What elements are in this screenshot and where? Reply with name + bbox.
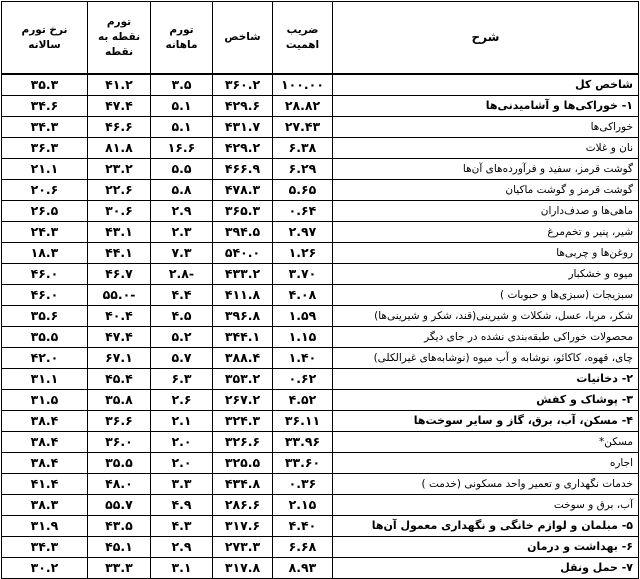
index-cell: ۳۴۴.۱ <box>213 327 273 348</box>
point-inflation-cell: ۲۳.۲ <box>88 159 151 180</box>
monthly-inflation-cell: ۵.۱ <box>151 96 213 117</box>
description-cell: سبزیجات (سبزی‌ها و حبوبات ) <box>333 285 639 306</box>
monthly-inflation-cell: ۴.۹ <box>151 495 213 516</box>
description-cell: میوه و خشکبار <box>333 264 639 285</box>
table-row <box>2 348 639 369</box>
weight-cell: ۵.۶۵ <box>273 180 333 201</box>
weight-cell: ۲۸.۸۲ <box>273 96 333 117</box>
point-inflation-cell: ۲۲.۶ <box>88 180 151 201</box>
description-cell: ۷- حمل ونقل <box>333 558 639 579</box>
index-cell: ۳۵۳.۲ <box>213 369 273 390</box>
table-row <box>2 390 639 411</box>
table-row <box>2 243 639 264</box>
weight-cell: ۲.۹۷ <box>273 222 333 243</box>
annual-rate-cell: ۴۱.۴ <box>2 474 88 495</box>
header-annual-rate: نرخ تورم سالانه <box>2 2 88 75</box>
weight-cell: ۴.۴۰ <box>273 516 333 537</box>
index-cell: ۳۲۴.۳ <box>213 411 273 432</box>
point-inflation-cell: ۸۱.۸ <box>88 138 151 159</box>
weight-cell: ۶.۶۸ <box>273 537 333 558</box>
monthly-inflation-cell: ۳.۱ <box>151 558 213 579</box>
annual-rate-cell: ۴۶.۰ <box>2 285 88 306</box>
point-inflation-cell: ۴۶.۷ <box>88 264 151 285</box>
weight-cell: ۴.۰۸ <box>273 285 333 306</box>
description-cell: شیر، پنیر و تخم‌مرغ <box>333 222 639 243</box>
weight-cell: ۱.۴۰ <box>273 348 333 369</box>
annual-rate-cell: ۳۸.۴ <box>2 411 88 432</box>
index-cell: ۳۲۶.۶ <box>213 432 273 453</box>
monthly-inflation-cell: ۵.۵ <box>151 159 213 180</box>
weight-cell: ۳۳.۶۰ <box>273 453 333 474</box>
description-cell: آب، برق و سوخت <box>333 495 639 516</box>
table-row <box>2 537 639 558</box>
header-point-inflation: تورم نقطه به نقطه <box>88 2 151 75</box>
table-row <box>2 285 639 306</box>
table-row <box>2 222 639 243</box>
monthly-inflation-cell: ۵.۲ <box>151 327 213 348</box>
description-cell: ۶- بهداشت و درمان <box>333 537 639 558</box>
table-row <box>2 180 639 201</box>
weight-cell: ۸.۹۳ <box>273 558 333 579</box>
point-inflation-cell: ۴۵.۴ <box>88 369 151 390</box>
point-inflation-cell: ۳۰.۶ <box>88 201 151 222</box>
table-row <box>2 117 639 138</box>
table-row <box>2 96 639 117</box>
table-row <box>2 474 639 495</box>
annual-rate-cell: ۲۶.۵ <box>2 201 88 222</box>
weight-cell: ۱۰۰.۰۰ <box>273 74 333 96</box>
table-header-row <box>2 2 639 75</box>
index-cell: ۴۷۸.۳ <box>213 180 273 201</box>
description-cell: اجاره <box>333 453 639 474</box>
description-cell: گوشت قرمز، سفید و فرآورده‌های آن‌ها <box>333 159 639 180</box>
annual-rate-cell: ۴۲.۰ <box>2 348 88 369</box>
table-row <box>2 264 639 285</box>
description-cell: ۱- خوراکی‌ها و آشامیدنی‌ها <box>333 96 639 117</box>
monthly-inflation-cell: ۲.۹ <box>151 537 213 558</box>
point-inflation-cell: ۴۶.۶ <box>88 117 151 138</box>
weight-cell: ۰.۶۴ <box>273 201 333 222</box>
description-cell: ۲- دخانیات <box>333 369 639 390</box>
point-inflation-cell: ۳۳.۳ <box>88 558 151 579</box>
description-cell: ۵- مبلمان و لوازم خانگی و نگهداری معمول آن‌ها <box>333 516 639 537</box>
index-cell: ۳۶۰.۲ <box>213 74 273 96</box>
monthly-inflation-cell: ۵.۱ <box>151 117 213 138</box>
annual-rate-cell: ۳۰.۲ <box>2 558 88 579</box>
monthly-inflation-cell: ۱۶.۶ <box>151 138 213 159</box>
index-cell: ۴۲۹.۲ <box>213 138 273 159</box>
index-cell: ۲۷۳.۳ <box>213 537 273 558</box>
header-index: شاخص <box>213 2 273 75</box>
table-row <box>2 516 639 537</box>
index-cell: ۳۱۷.۸ <box>213 558 273 579</box>
weight-cell: ۶.۳۸ <box>273 138 333 159</box>
annual-rate-cell: ۲۴.۳ <box>2 222 88 243</box>
index-cell: ۵۴۰.۰ <box>213 243 273 264</box>
monthly-inflation-cell: ۲.۰ <box>151 453 213 474</box>
index-cell: ۲۸۶.۶ <box>213 495 273 516</box>
description-cell: نان و غلات <box>333 138 639 159</box>
annual-rate-cell: ۳۱.۵ <box>2 390 88 411</box>
point-inflation-cell: ۶۷.۱ <box>88 348 151 369</box>
weight-cell: ۱.۵۹ <box>273 306 333 327</box>
table-row <box>2 159 639 180</box>
monthly-inflation-cell: ۲.۳ <box>151 222 213 243</box>
description-cell: ماهی‌ها و صدف‌داران <box>333 201 639 222</box>
index-cell: ۲۶۷.۲ <box>213 390 273 411</box>
weight-cell: ۳.۷۰ <box>273 264 333 285</box>
annual-rate-cell: ۴۶.۰ <box>2 264 88 285</box>
weight-cell: ۳۳.۹۶ <box>273 432 333 453</box>
monthly-inflation-cell: ۳.۳ <box>151 474 213 495</box>
annual-rate-cell: ۲۰.۶ <box>2 180 88 201</box>
index-cell: ۳۱۷.۶ <box>213 516 273 537</box>
index-cell: ۳۹۶.۸ <box>213 306 273 327</box>
annual-rate-cell: ۳۵.۵ <box>2 327 88 348</box>
description-cell: شاخص کل <box>333 74 639 96</box>
point-inflation-cell: ۳۵.۸ <box>88 390 151 411</box>
annual-rate-cell: ۳۸.۴ <box>2 432 88 453</box>
description-cell: گوشت قرمز و گوشت ماکیان <box>333 180 639 201</box>
header-weight: ضریب اهمیت <box>273 2 333 75</box>
point-inflation-cell: ۳۶.۰ <box>88 432 151 453</box>
description-cell: خوراکی‌ها <box>333 117 639 138</box>
monthly-inflation-cell: ۲.۹ <box>151 201 213 222</box>
point-inflation-cell: ۴۰.۴ <box>88 306 151 327</box>
table-row <box>2 495 639 516</box>
index-cell: ۴۱۱.۸ <box>213 285 273 306</box>
index-cell: ۳۹۴.۵ <box>213 222 273 243</box>
monthly-inflation-cell: ۴.۳ <box>151 516 213 537</box>
weight-cell: ۰.۶۲ <box>273 369 333 390</box>
table-body <box>2 74 639 579</box>
index-cell: ۳۲۵.۵ <box>213 453 273 474</box>
annual-rate-cell: ۳۴.۳ <box>2 117 88 138</box>
annual-rate-cell: ۳۵.۳ <box>2 74 88 96</box>
inflation-table <box>1 1 639 579</box>
table-row <box>2 558 639 579</box>
weight-cell: ۴.۵۲ <box>273 390 333 411</box>
point-inflation-cell: ۳۶.۶ <box>88 411 151 432</box>
weight-cell: ۳۶.۱۱ <box>273 411 333 432</box>
annual-rate-cell: ۳۶.۳ <box>2 138 88 159</box>
index-cell: ۴۳۱.۷ <box>213 117 273 138</box>
point-inflation-cell: ۴۷.۴ <box>88 327 151 348</box>
header-monthly-inflation: تورم ماهانه <box>151 2 213 75</box>
annual-rate-cell: ۱۸.۳ <box>2 243 88 264</box>
point-inflation-cell: ۳۵.۵ <box>88 453 151 474</box>
index-cell: ۴۲۹.۶ <box>213 96 273 117</box>
table-row <box>2 327 639 348</box>
table-row <box>2 74 639 96</box>
monthly-inflation-cell: ۳.۵ <box>151 74 213 96</box>
index-cell: ۴۳۳.۲ <box>213 264 273 285</box>
weight-cell: ۶.۲۹ <box>273 159 333 180</box>
point-inflation-cell: ۴۵.۱ <box>88 537 151 558</box>
annual-rate-cell: ۲۱.۱ <box>2 159 88 180</box>
monthly-inflation-cell: ۲.۸- <box>151 264 213 285</box>
index-cell: ۴۳۴.۸ <box>213 474 273 495</box>
index-cell: ۳۸۸.۴ <box>213 348 273 369</box>
annual-rate-cell: ۳۴.۶ <box>2 96 88 117</box>
annual-rate-cell: ۳۴.۳ <box>2 537 88 558</box>
monthly-inflation-cell: ۶.۳ <box>151 369 213 390</box>
weight-cell: ۲۷.۴۳ <box>273 117 333 138</box>
monthly-inflation-cell: ۴.۵ <box>151 306 213 327</box>
index-cell: ۴۶۶.۹ <box>213 159 273 180</box>
table-row <box>2 369 639 390</box>
description-cell: چای، قهوه، کاکائو، نوشابه و آب میوه (نوشابه‌های غیرالکلی) <box>333 348 639 369</box>
description-cell: خدمات نگهداری و تعمیر واحد مسکونی (خدمت ) <box>333 474 639 495</box>
table-row <box>2 453 639 474</box>
description-cell: روغن‌ها و چربی‌ها <box>333 243 639 264</box>
annual-rate-cell: ۳۸.۴ <box>2 453 88 474</box>
annual-rate-cell: ۳۵.۶ <box>2 306 88 327</box>
index-cell: ۳۶۵.۳ <box>213 201 273 222</box>
monthly-inflation-cell: ۲.۰ <box>151 432 213 453</box>
description-cell: ۳- پوشاک و کفش <box>333 390 639 411</box>
table-row <box>2 306 639 327</box>
point-inflation-cell: ۴۷.۴ <box>88 96 151 117</box>
annual-rate-cell: ۳۱.۱ <box>2 369 88 390</box>
description-cell: مسکن* <box>333 432 639 453</box>
point-inflation-cell: ۴۱.۲ <box>88 74 151 96</box>
monthly-inflation-cell: ۲.۱ <box>151 411 213 432</box>
table-row <box>2 138 639 159</box>
annual-rate-cell: ۳۱.۹ <box>2 516 88 537</box>
weight-cell: ۱.۲۶ <box>273 243 333 264</box>
description-cell: محصولات خوراکی طبقه‌بندی نشده در جای دیگر <box>333 327 639 348</box>
header-description: شرح <box>333 2 639 75</box>
weight-cell: ۰.۳۶ <box>273 474 333 495</box>
annual-rate-cell: ۳۸.۳ <box>2 495 88 516</box>
point-inflation-cell: ۴۸.۰ <box>88 474 151 495</box>
table-row <box>2 201 639 222</box>
description-cell: شکر، مربا، عسل، شکلات و شیرینی(قند، شکر و شیرینی‌ها) <box>333 306 639 327</box>
monthly-inflation-cell: ۵.۷ <box>151 348 213 369</box>
weight-cell: ۱.۱۵ <box>273 327 333 348</box>
table-row <box>2 432 639 453</box>
description-cell: ۴- مسکن، آب، برق، گاز و سایر سوخت‌ها <box>333 411 639 432</box>
monthly-inflation-cell: ۷.۳ <box>151 243 213 264</box>
weight-cell: ۲.۱۵ <box>273 495 333 516</box>
monthly-inflation-cell: ۲.۶ <box>151 390 213 411</box>
point-inflation-cell: ۴۴.۱ <box>88 243 151 264</box>
point-inflation-cell: ۵۵.۷ <box>88 495 151 516</box>
monthly-inflation-cell: ۵.۸ <box>151 180 213 201</box>
point-inflation-cell: ۴۳.۵ <box>88 516 151 537</box>
point-inflation-cell: ۴۳.۱ <box>88 222 151 243</box>
point-inflation-cell: ۵۵.۰- <box>88 285 151 306</box>
monthly-inflation-cell: ۴.۴ <box>151 285 213 306</box>
table-row <box>2 411 639 432</box>
